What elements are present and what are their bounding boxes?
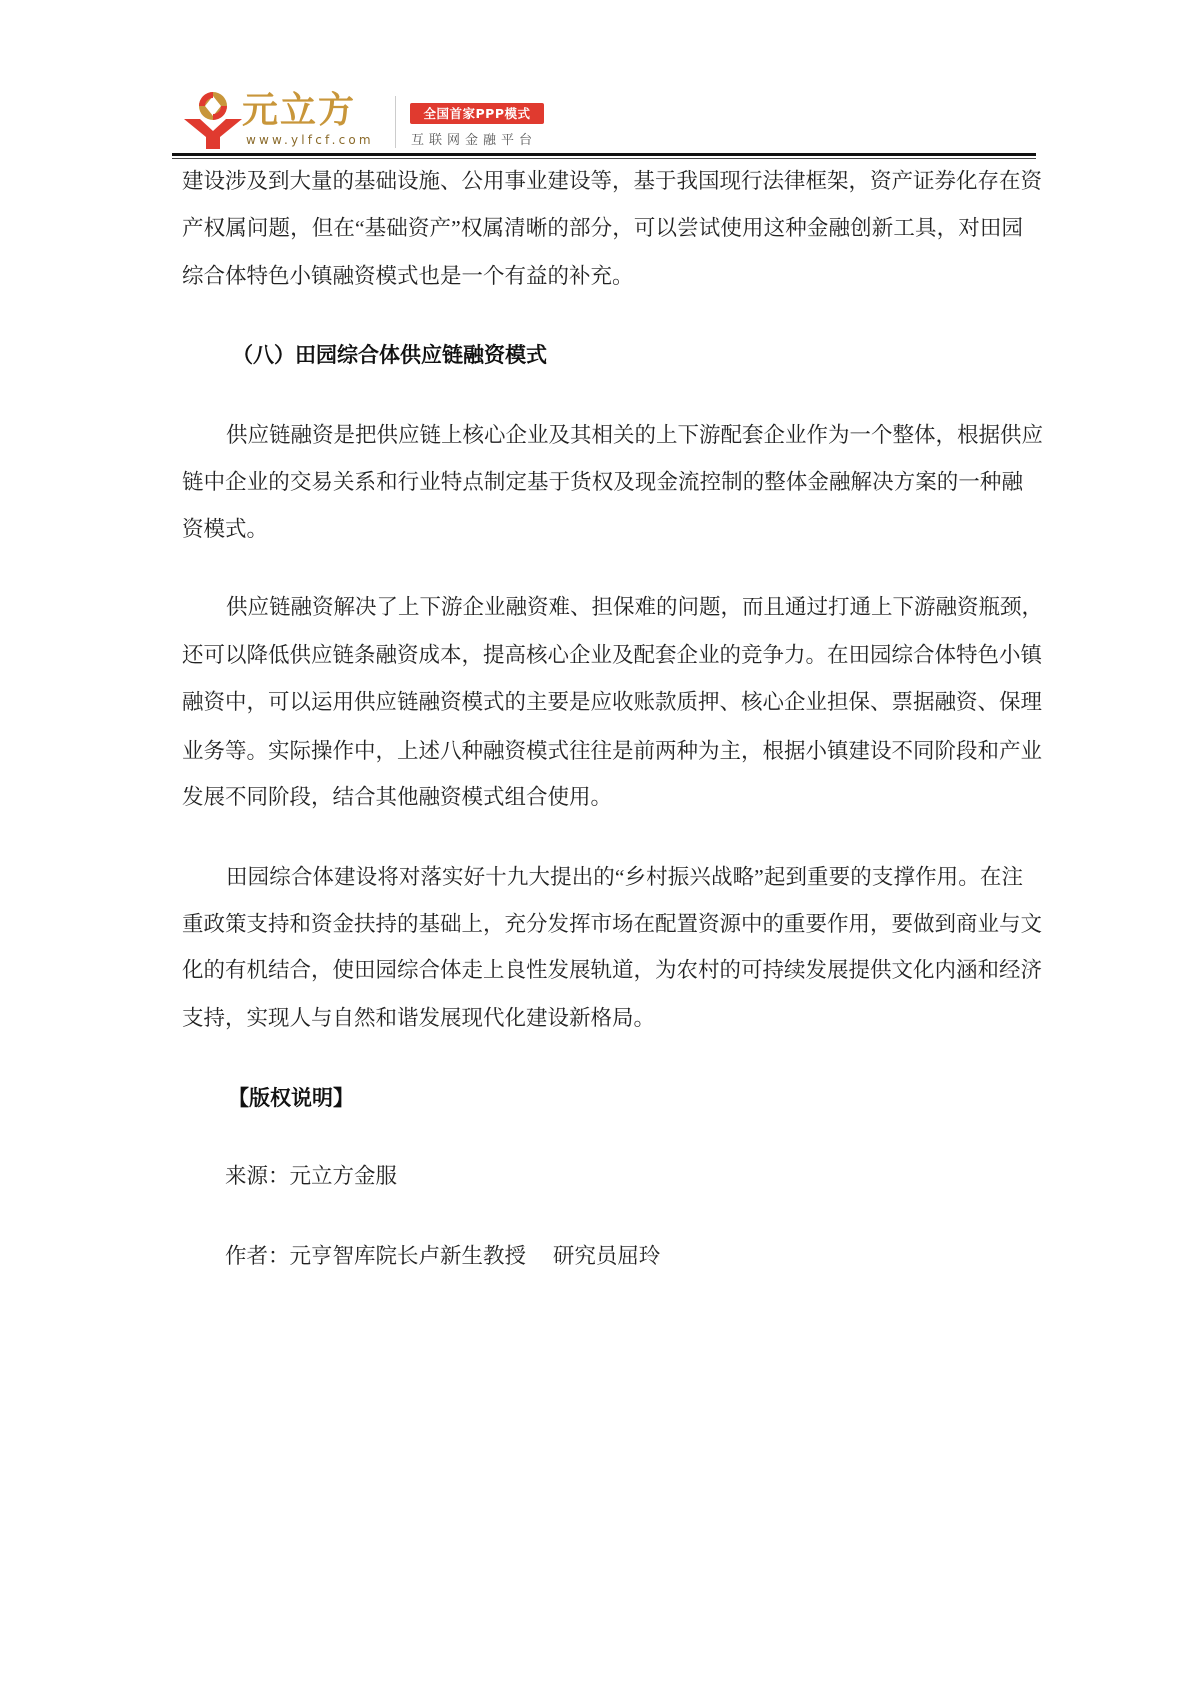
- paragraph-line: 业务等。实际操作中，上述八种融资模式往往是前两种为主，根据小镇建设不同阶段和产业: [182, 739, 1043, 763]
- ppp-badge: 全国首家PPP模式: [410, 103, 544, 124]
- yuanlifang-logo-icon: [184, 89, 242, 149]
- paragraph-line: 田园综合体建设将对落实好十九大提出的“乡村振兴战略”起到重要的支撑作用。在注: [226, 865, 1023, 889]
- copyright-source: 来源：元立方金服: [225, 1164, 398, 1188]
- paragraph-line: 供应链融资是把供应链上核心企业及其相关的上下游配套企业作为一个整体，根据供应: [226, 423, 1044, 447]
- paragraph-line: 化的有机结合，使田园综合体走上良性发展轨道，为农村的可持续发展提供文化内涵和经济: [182, 958, 1043, 982]
- brand-url: www.ylfcf.com: [246, 133, 374, 147]
- paragraph-line: 融资中，可以运用供应链融资模式的主要是应收账款质押、核心企业担保、票据融资、保理: [182, 690, 1043, 714]
- brand-tagline: 互联网金融平台: [411, 133, 538, 148]
- paragraph-line: 资模式。: [182, 517, 269, 541]
- paragraph-line: 还可以降低供应链条融资成本，提高核心企业及配套企业的竞争力。在田园综合体特色小镇: [182, 643, 1043, 667]
- brand-name: 元立方: [242, 90, 357, 131]
- copyright-author: 作者：元亨智库院长卢新生教授 研究员屈玲: [225, 1244, 661, 1268]
- header-rule-thick: [172, 153, 1036, 156]
- paragraph-line: 供应链融资解决了上下游企业融资难、担保难的问题，而且通过打通上下游融资瓶颈，: [226, 595, 1044, 619]
- copyright-heading: 【版权说明】: [228, 1086, 354, 1110]
- paragraph-line: 重政策支持和资金扶持的基础上，充分发挥市场在配置资源中的重要作用，要做到商业与文: [182, 912, 1043, 936]
- header-divider: [395, 96, 396, 148]
- section-heading: （八）田园综合体供应链融资模式: [232, 343, 547, 367]
- paragraph-line: 发展不同阶段，结合其他融资模式组合使用。: [182, 785, 613, 809]
- header-rule-thin: [172, 158, 1036, 159]
- paragraph-line: 建设涉及到大量的基础设施、公用事业建设等，基于我国现行法律框架，资产证券化存在资: [182, 169, 1043, 193]
- paragraph-line: 产权属问题，但在“基础资产”权属清晰的部分，可以尝试使用这种金融创新工具，对田园: [182, 216, 1023, 240]
- paragraph-line: 链中企业的交易关系和行业特点制定基于货权及现金流控制的整体金融解决方案的一种融: [182, 470, 1023, 494]
- paragraph-line: 支持，实现人与自然和谐发展现代化建设新格局。: [182, 1006, 656, 1030]
- paragraph-line: 综合体特色小镇融资模式也是一个有益的补充。: [182, 264, 634, 288]
